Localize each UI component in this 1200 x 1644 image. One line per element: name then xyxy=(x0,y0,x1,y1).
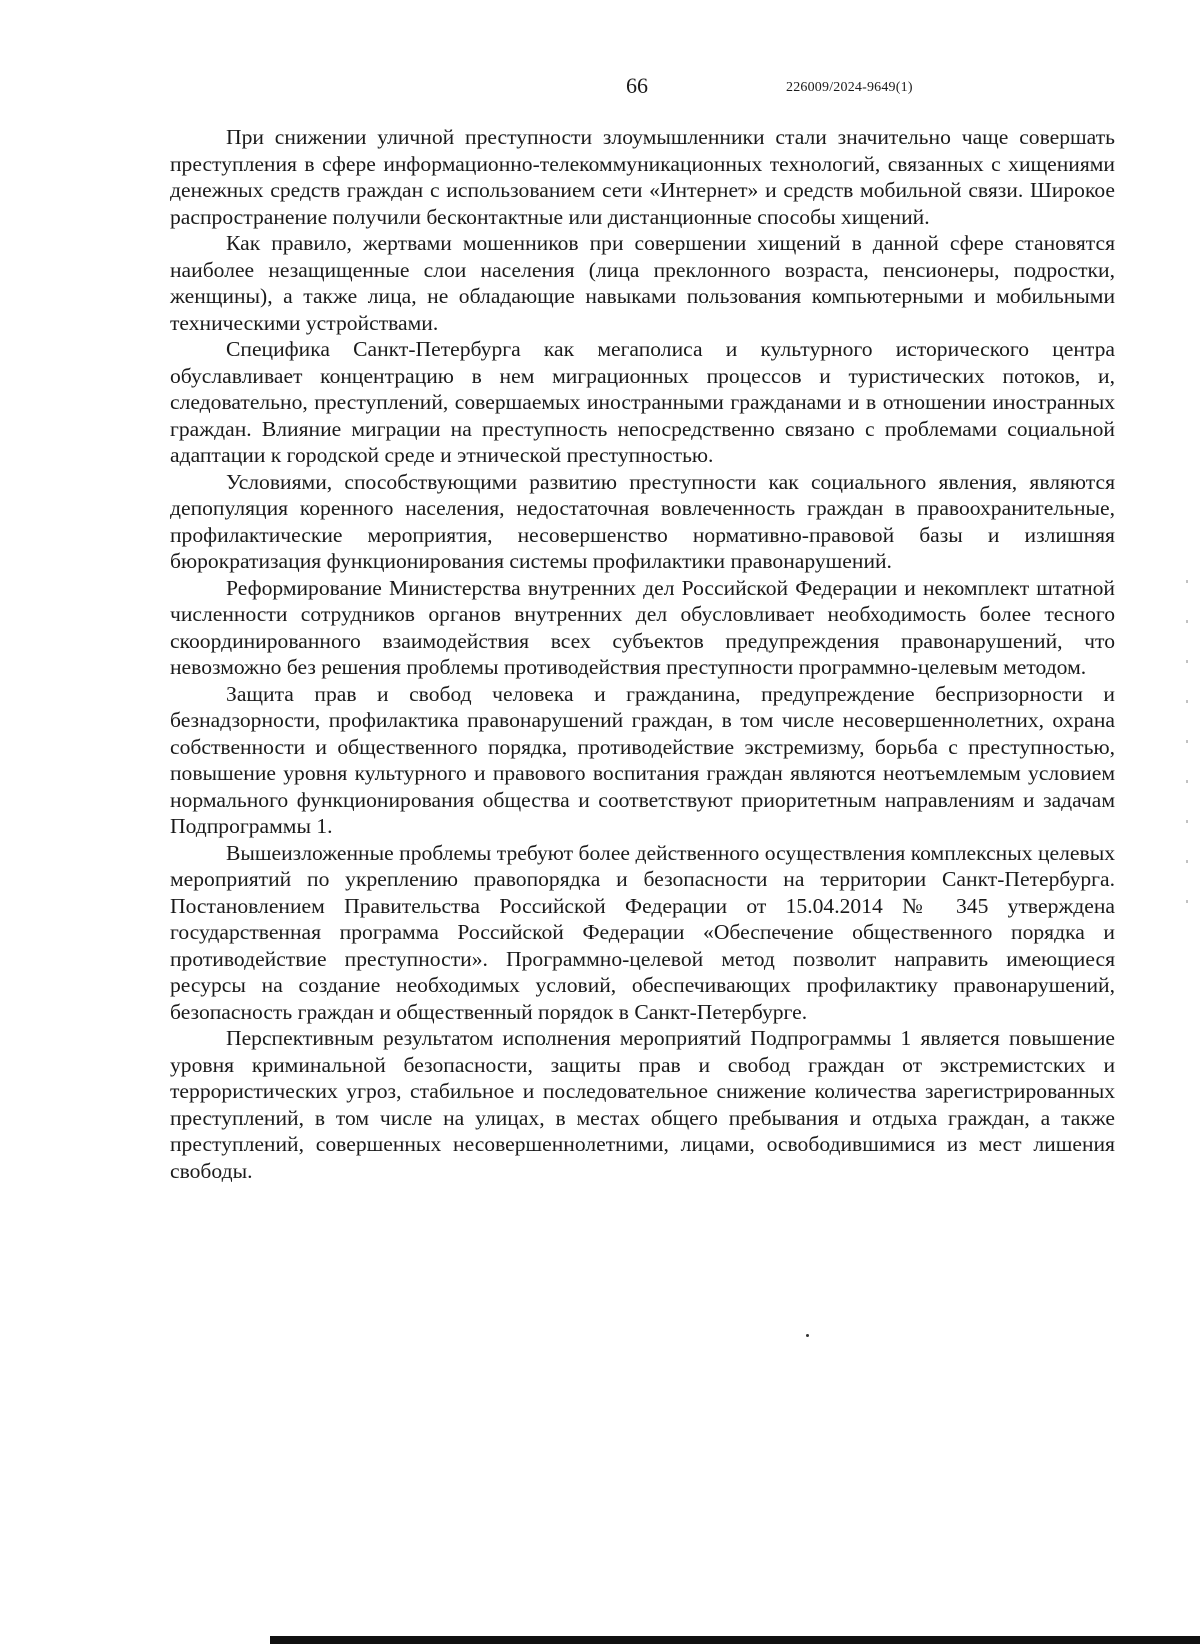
paragraph: При снижении уличной преступности злоумышленники стали значительно чаще совершать преступления в сфере информационно-телекоммуникационных технологий, связанных с хищениями денежных средств граждан с использованием сети «Интернет» и средств мобильной связи. Широкое распространение получили бесконтактные или дистанционные способы хищений. xyxy=(170,125,1115,229)
paragraph: Условиями, способствующими развитию преступности как социального явления, являются депопуляция коренного населения, недостаточная вовлеченность граждан в правоохранительные, профилактические мероприятия, несовершенство нормативно-правовой базы и излишняя бюрократизация функционирования системы профилактики правонарушений. xyxy=(170,469,1115,573)
paragraph: Реформирование Министерства внутренних дел Российской Федерации и некомплект штатной численности сотрудников органов внутренних дел обусловливает необходимость более тесного скоординированного взаимодействия всех субъектов предупреждения правонарушений, что невозможно без решения проблемы противодействия преступности программно-целевым методом. xyxy=(170,575,1115,679)
scan-speck xyxy=(806,1334,809,1337)
scan-margin-marks xyxy=(1186,580,1188,920)
document-body xyxy=(170,124,1115,1184)
paragraph: Защита прав и свобод человека и гражданина, предупреждение беспризорности и безнадзорности, профилактика правонарушений граждан, в том числе несовершеннолетних, охрана собственности и общественного порядка, противодействие экстремизму, борьба с преступностью, повышение уровня культурного и правового воспитания граждан являются неотъемлемым условием нормального функционирования общества и соответствуют приоритетным направлениям и задачам Подпрограммы 1. xyxy=(170,681,1115,838)
paragraph: Вышеизложенные проблемы требуют более действенного осуществления комплексных целевых мероприятий по укреплению правопорядка и безопасности на территории Санкт-Петербурга. Постановлением Правительства Российской Федерации от 15.04.2014 № 345 утверждена государственная программа Российской Федерации «Обеспечение общественного порядка и противодействие преступности». Программно-целевой метод позволит направить имеющиеся ресурсы на создание необходимых условий, обеспечивающих профилактику правонарушений, безопасность граждан и общественный порядок в Санкт-Петербурге. xyxy=(170,840,1115,1024)
paragraph: Специфика Санкт-Петербурга как мегаполиса и культурного исторического центра обуславливает концентрацию в нем миграционных процессов и туристических потоков, и, следовательно, преступлений, совершаемых иностранными гражданами и в отношении иностранных граждан. Влияние миграции на преступность непосредственно связано с проблемами социальной адаптации к городской среде и этнической преступностью. xyxy=(170,337,1115,467)
paragraph: Перспективным результатом исполнения мероприятий Подпрограммы 1 является повышение уровня криминальной безопасности, защиты прав и свобод граждан от экстремистских и террористических угроз, стабильное и последовательное снижение количества зарегистрированных преступлений, в том числе на улицах, в местах общего пребывания и отдыха граждан, а также преступлений, совершенных несовершеннолетними, лицами, освободившимися из мест лишения свободы. xyxy=(170,1026,1115,1183)
scan-bottom-edge xyxy=(270,1636,1200,1644)
paragraph: Как правило, жертвами мошенников при совершении хищений в данной сфере становятся наиболее незащищенные слои населения (лица преклонного возраста, пенсионеры, подростки, женщины), а также лица, не обладающие навыками пользования компьютерными и мобильными техническими устройствами. xyxy=(170,231,1115,335)
document-id: 226009/2024-9649(1) xyxy=(786,80,913,95)
page-number: 66 xyxy=(626,73,648,98)
